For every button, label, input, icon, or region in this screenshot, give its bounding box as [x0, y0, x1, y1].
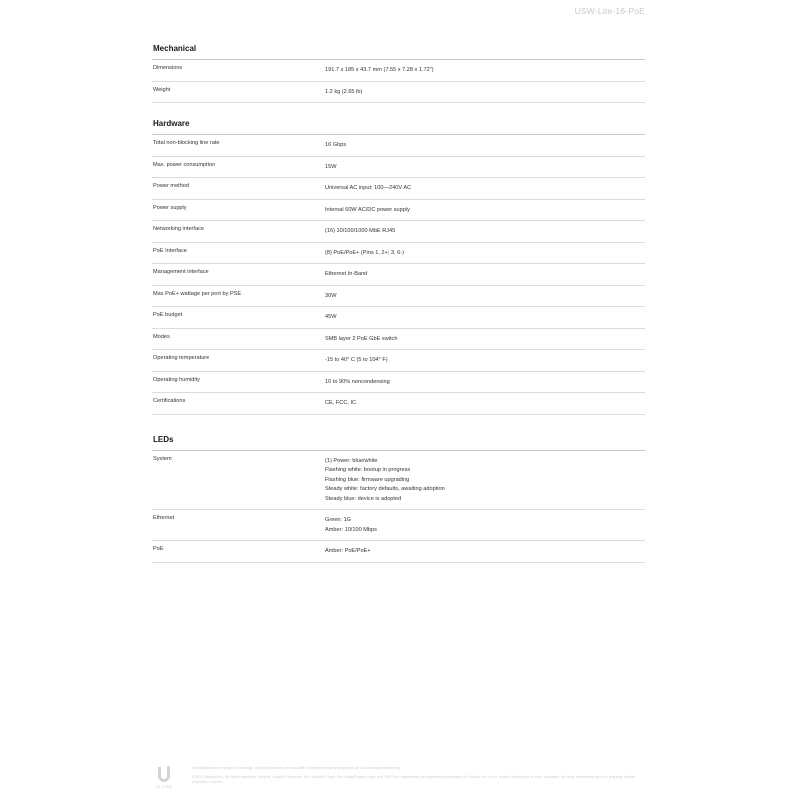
spec-value: [325, 541, 645, 562]
spec-value: [325, 135, 645, 156]
spec-value-line: Steady white: factory defaults, awaiting adoption: [325, 486, 445, 492]
spec-label: System: [153, 455, 172, 462]
spec-row: [152, 286, 645, 308]
spec-value-line: Ethernet In-Band: [325, 271, 368, 277]
spec-label: Management interface: [153, 269, 209, 275]
spec-row: [152, 82, 645, 104]
spec-label: Dimensions: [153, 65, 183, 71]
spec-row: [152, 157, 645, 179]
spec-label: Ethernet: [153, 515, 175, 521]
spec-value-line: CE, FCC, IC: [325, 400, 357, 406]
spec-value-line: 30W: [325, 292, 337, 299]
spec-row: [152, 135, 645, 157]
spec-value-line: 10 to 90% noncondensing: [325, 378, 390, 385]
spec-label: PoE Interface: [153, 247, 187, 254]
section-title-hardware: Hardware: [153, 119, 190, 128]
footer-legal: [192, 766, 652, 789]
spec-value: [325, 200, 645, 221]
rows-hardware: [152, 134, 645, 415]
spec-value-line: Amber: PoE/PoE+: [325, 548, 371, 554]
spec-row: [152, 510, 645, 541]
spec-value-line: Green: 1G: [325, 517, 352, 523]
spec-label: Max. power consumption: [153, 161, 216, 168]
spec-row: [152, 372, 645, 394]
spec-row: [152, 264, 645, 286]
spec-value: [325, 60, 645, 81]
spec-value: [325, 178, 645, 199]
spec-row: [152, 178, 645, 200]
section-hardware: [152, 115, 645, 415]
spec-value: [325, 372, 645, 393]
spec-label: Max PoE+ wattage per port by PSE: [153, 290, 242, 297]
spec-value-line: 15W: [325, 163, 337, 170]
spec-value: [325, 82, 645, 103]
spec-value-line: -15 to 40° C (5 to 104° F): [325, 357, 388, 363]
ubiquiti-logo: [155, 766, 173, 796]
spec-label: Power method: [153, 183, 190, 189]
spec-value: [325, 350, 645, 371]
section-title-leds: LEDs: [153, 434, 174, 444]
spec-value-line: Flashing blue: firmware upgrading: [325, 476, 410, 483]
spec-row: [152, 329, 645, 351]
spec-value-line: Amber: 10/100 Mbps: [325, 526, 377, 533]
logo-text: UI.COM: [155, 785, 173, 789]
spec-value-line: 1.2 kg (2.65 lb): [325, 88, 363, 95]
spec-value-line: 45W: [325, 314, 337, 320]
spec-row: [152, 541, 645, 563]
spec-value-line: Flashing white: bootup in progress: [325, 467, 411, 473]
spec-value-line: Universal AC input: 100—240V AC: [325, 185, 412, 191]
spec-label: Modes: [153, 333, 170, 340]
spec-row: [152, 307, 645, 329]
ubiquiti-u-icon: [157, 766, 171, 784]
rows-mechanical: [152, 59, 645, 103]
spec-value-line: (16) 10/100/1000 MbE RJ45: [325, 228, 396, 234]
spec-value-line: SMB layer 2 PoE GbE switch: [325, 335, 398, 342]
spec-label: Power supply: [153, 204, 187, 211]
spec-row: [152, 221, 645, 243]
spec-value-line: 16 Gbps: [325, 142, 347, 148]
spec-value-line: (8) PoE/PoE+ (Pins 1, 2+; 3, 6-): [325, 249, 404, 256]
spec-label: Networking interface: [153, 226, 204, 232]
spec-label: Operating temperature: [153, 355, 210, 361]
spec-value: [325, 393, 645, 414]
spec-row: [152, 200, 645, 222]
spec-label: Operating humidity: [153, 376, 200, 383]
spec-value: [325, 264, 645, 285]
spec-sheet: [152, 40, 645, 563]
spec-label: PoE: [153, 546, 164, 552]
spec-row: [152, 451, 645, 511]
spec-row: [152, 60, 645, 82]
spec-value: [325, 221, 645, 242]
document-product-label: USW-Lite-16-PoE: [574, 6, 645, 16]
spec-label: Certifications: [153, 398, 186, 404]
spec-label: PoE budget: [153, 312, 183, 318]
spec-value: [325, 451, 645, 510]
page-footer: [155, 762, 655, 796]
spec-value-line: Steady blue: device is adopted: [325, 495, 402, 502]
spec-value: [325, 329, 645, 350]
spec-value: [325, 243, 645, 264]
spec-value-line: Internal 60W AC/DC power supply: [325, 206, 410, 213]
section-mechanical: [152, 40, 645, 103]
spec-row: [152, 243, 645, 265]
spec-value-line: 191.7 x 185 x 43.7 mm (7.55 x 7.28 x 1.72"): [325, 67, 434, 73]
spec-value: [325, 286, 645, 307]
spec-label: Weight: [153, 86, 171, 93]
spec-row: [152, 350, 645, 372]
rows-leds: [152, 450, 645, 563]
footer-copyright-line: ©2021 Ubiquiti Inc. All rights reserved. Ubiquiti, Ubiquiti Networks, the Ubiquiti U logo, the Ubiquiti beam logo, and UniFi are trademarks or registered trademarks of Ubiquiti Inc. in the United States and in other countries. All other trademarks are the property of their respective owners.: [192, 774, 636, 784]
section-title-mechanical: Mechanical: [153, 44, 197, 53]
spec-row: [152, 393, 645, 415]
spec-label: Total non-blocking line rate: [153, 140, 220, 146]
spec-value: [325, 510, 645, 540]
spec-value: [325, 307, 645, 328]
spec-value: [325, 157, 645, 178]
spec-value-line: (1) Power: blue/white: [325, 457, 378, 464]
footer-warranty-line: Specifications are subject to change. Ubiquiti products are sold with a limited warranty described at: ui.com/support/warranty: [192, 766, 401, 770]
section-leds: [152, 431, 645, 563]
